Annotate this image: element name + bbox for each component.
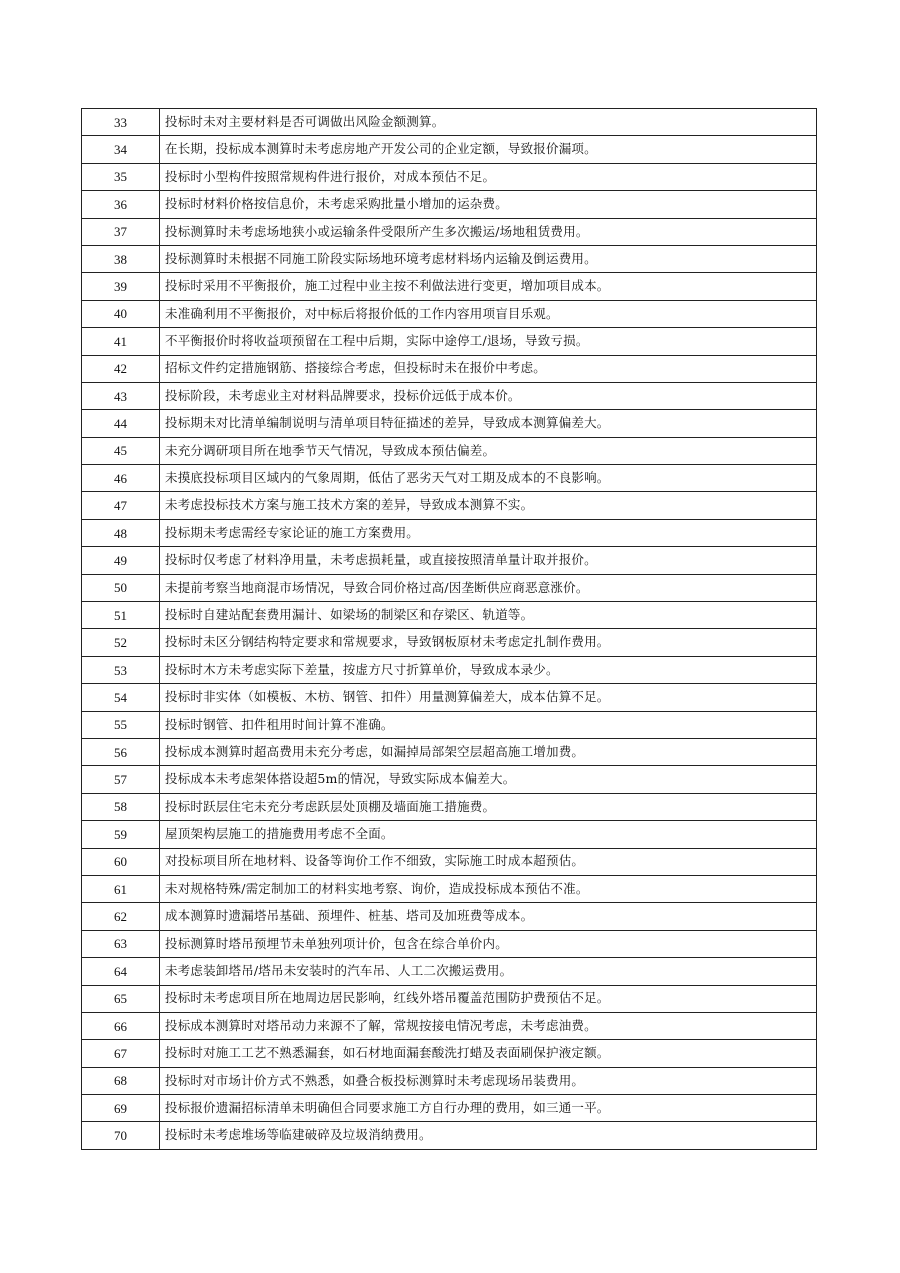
table-row (82, 382, 817, 409)
row-number: 60 (82, 848, 160, 875)
row-description: 投标时未区分钢结构特定要求和常规要求，导致钢板原材未考虑定扎制作费用。 (160, 629, 817, 656)
row-number: 46 (82, 465, 160, 492)
row-number: 41 (82, 328, 160, 355)
row-description: 屋顶架构层施工的措施费用考虑不全面。 (160, 821, 817, 848)
table-row (82, 465, 817, 492)
row-description: 投标期未考虑需经专家论证的施工方案费用。 (160, 519, 817, 546)
table-row (82, 958, 817, 985)
row-description: 未摸底投标项目区域内的气象周期，低估了恶劣天气对工期及成本的不良影响。 (160, 465, 817, 492)
table-row (82, 821, 817, 848)
table-row (82, 492, 817, 519)
table-row (82, 711, 817, 738)
row-description: 投标时钢管、扣件租用时间计算不准确。 (160, 711, 817, 738)
table-row (82, 848, 817, 875)
table-row (82, 1067, 817, 1094)
row-number: 54 (82, 684, 160, 711)
row-number: 47 (82, 492, 160, 519)
table-row (82, 656, 817, 683)
row-number: 35 (82, 163, 160, 190)
row-description: 未考虑投标技术方案与施工技术方案的差异，导致成本测算不实。 (160, 492, 817, 519)
row-number: 39 (82, 273, 160, 300)
row-number: 50 (82, 574, 160, 601)
row-number: 59 (82, 821, 160, 848)
table-row (82, 629, 817, 656)
row-description: 对投标项目所在地材料、设备等询价工作不细致，实际施工时成本超预估。 (160, 848, 817, 875)
row-description: 招标文件约定措施钢筋、搭接综合考虑，但投标时未在报价中考虑。 (160, 355, 817, 382)
row-description: 未提前考察当地商混市场情况，导致合同价格过高/因垄断供应商恶意涨价。 (160, 574, 817, 601)
row-description: 投标时跃层住宅未充分考虑跃层处顶棚及墙面施工措施费。 (160, 793, 817, 820)
row-description: 投标时对施工工艺不熟悉漏套，如石材地面漏套酸洗打蜡及表面刷保护液定额。 (160, 1040, 817, 1067)
row-number: 65 (82, 985, 160, 1012)
row-description: 投标时对市场计价方式不熟悉，如叠合板投标测算时未考虑现场吊装费用。 (160, 1067, 817, 1094)
table-row (82, 437, 817, 464)
table-row (82, 930, 817, 957)
row-description: 未对规格特殊/需定制加工的材料实地考察、询价，造成投标成本预估不准。 (160, 875, 817, 902)
row-description: 未考虑装卸塔吊/塔吊未安装时的汽车吊、人工二次搬运费用。 (160, 958, 817, 985)
row-number: 49 (82, 547, 160, 574)
row-number: 40 (82, 300, 160, 327)
row-description: 投标时未考虑项目所在地周边居民影响，红线外塔吊覆盖范围防护费预估不足。 (160, 985, 817, 1012)
table-body (82, 109, 817, 1150)
row-number: 56 (82, 738, 160, 765)
row-number: 48 (82, 519, 160, 546)
row-description: 不平衡报价时将收益项预留在工程中后期，实际中途停工/退场，导致亏损。 (160, 328, 817, 355)
row-description: 投标时未考虑堆场等临建破碎及垃圾消纳费用。 (160, 1122, 817, 1149)
row-description: 投标时未对主要材料是否可调做出风险金额测算。 (160, 109, 817, 136)
row-description: 投标时非实体（如模板、木枋、钢管、扣件）用量测算偏差大，成本估算不足。 (160, 684, 817, 711)
row-number: 38 (82, 245, 160, 272)
row-description: 投标成本未考虑架体搭设超5m的情况，导致实际成本偏差大。 (160, 766, 817, 793)
row-number: 64 (82, 958, 160, 985)
row-description: 投标期未对比清单编制说明与清单项目特征描述的差异，导致成本测算偏差大。 (160, 410, 817, 437)
table-row (82, 245, 817, 272)
row-number: 70 (82, 1122, 160, 1149)
row-description: 在长期，投标成本测算时未考虑房地产开发公司的企业定额，导致报价漏项。 (160, 136, 817, 163)
row-description: 投标成本测算时超高费用未充分考虑，如漏掉局部架空层超高施工增加费。 (160, 738, 817, 765)
row-description: 投标成本测算时对塔吊动力来源不了解，常规按接电情况考虑，未考虑油费。 (160, 1012, 817, 1039)
table-row (82, 766, 817, 793)
table-row (82, 602, 817, 629)
table-row (82, 684, 817, 711)
risk-items-table (81, 108, 817, 1150)
table-row (82, 136, 817, 163)
row-number: 68 (82, 1067, 160, 1094)
row-number: 57 (82, 766, 160, 793)
row-number: 33 (82, 109, 160, 136)
table-row (82, 1122, 817, 1149)
table-row (82, 875, 817, 902)
row-number: 58 (82, 793, 160, 820)
row-description: 未准确利用不平衡报价，对中标后将报价低的工作内容用项盲目乐观。 (160, 300, 817, 327)
row-number: 52 (82, 629, 160, 656)
table-row (82, 574, 817, 601)
row-number: 69 (82, 1095, 160, 1122)
table-row (82, 985, 817, 1012)
row-number: 62 (82, 903, 160, 930)
row-number: 44 (82, 410, 160, 437)
row-description: 成本测算时遗漏塔吊基础、预埋件、桩基、塔司及加班费等成本。 (160, 903, 817, 930)
table-row (82, 903, 817, 930)
row-description: 投标时小型构件按照常规构件进行报价，对成本预估不足。 (160, 163, 817, 190)
table-row (82, 191, 817, 218)
table-row (82, 1095, 817, 1122)
table-row (82, 793, 817, 820)
row-description: 投标时材料价格按信息价，未考虑采购批量小增加的运杂费。 (160, 191, 817, 218)
row-description: 投标时自建站配套费用漏计、如梁场的制梁区和存梁区、轨道等。 (160, 602, 817, 629)
table-row (82, 273, 817, 300)
row-number: 66 (82, 1012, 160, 1039)
row-description: 投标阶段，未考虑业主对材料品牌要求，投标价远低于成本价。 (160, 382, 817, 409)
row-number: 36 (82, 191, 160, 218)
table-row (82, 355, 817, 382)
table-row (82, 410, 817, 437)
row-description: 投标时采用不平衡报价，施工过程中业主按不利做法进行变更，增加项目成本。 (160, 273, 817, 300)
row-description: 未充分调研项目所在地季节天气情况，导致成本预估偏差。 (160, 437, 817, 464)
row-number: 61 (82, 875, 160, 902)
row-description: 投标报价遗漏招标清单未明确但合同要求施工方自行办理的费用，如三通一平。 (160, 1095, 817, 1122)
table-row (82, 519, 817, 546)
row-number: 67 (82, 1040, 160, 1067)
row-number: 37 (82, 218, 160, 245)
row-number: 42 (82, 355, 160, 382)
row-number: 53 (82, 656, 160, 683)
row-number: 51 (82, 602, 160, 629)
row-description: 投标时仅考虑了材料净用量，未考虑损耗量，或直接按照清单量计取并报价。 (160, 547, 817, 574)
row-number: 34 (82, 136, 160, 163)
row-number: 55 (82, 711, 160, 738)
row-description: 投标测算时未考虑场地狭小或运输条件受限所产生多次搬运/场地租赁费用。 (160, 218, 817, 245)
row-description: 投标时木方未考虑实际下差量，按虚方尺寸折算单价，导致成本录少。 (160, 656, 817, 683)
row-description: 投标测算时未根据不同施工阶段实际场地环境考虑材料场内运输及倒运费用。 (160, 245, 817, 272)
table-row (82, 738, 817, 765)
table-row (82, 163, 817, 190)
row-description: 投标测算时塔吊预埋节未单独列项计价，包含在综合单价内。 (160, 930, 817, 957)
row-number: 43 (82, 382, 160, 409)
row-number: 45 (82, 437, 160, 464)
table-row (82, 109, 817, 136)
table-row (82, 547, 817, 574)
table-row (82, 1040, 817, 1067)
table-row (82, 300, 817, 327)
table-row (82, 218, 817, 245)
table-row (82, 328, 817, 355)
table-row (82, 1012, 817, 1039)
row-number: 63 (82, 930, 160, 957)
